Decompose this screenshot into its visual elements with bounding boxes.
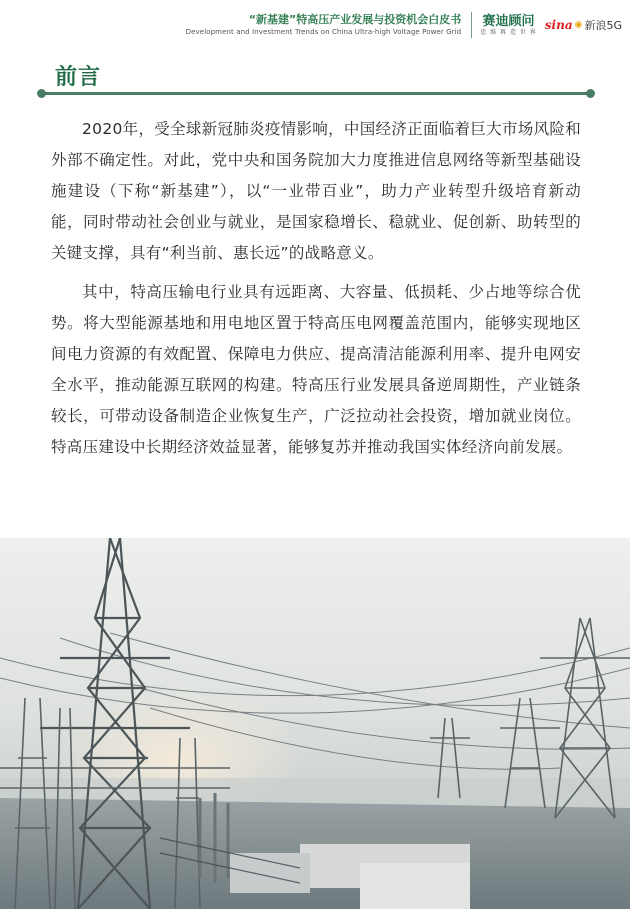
rule-dot-left — [37, 89, 46, 98]
header-divider — [471, 12, 472, 38]
sina-logo — [545, 17, 622, 33]
sina-logo-word: sina — [544, 18, 573, 32]
ccid-logo — [480, 14, 537, 37]
sina-eye-icon: ◉ — [574, 20, 583, 30]
sina-logo-suffix: 新浪5G — [584, 19, 622, 32]
paragraph-2: 其中，特高压输电行业具有远距离、大容量、低损耗、少占地等综合优势。将大型能源基地和用电地区置于特高压电网覆盖范围内，能够实现地区间电力资源的有效配置、保障电力供应、提高清洁能源利用率、提升电网安全水平，推动能源互联网的构建。特高压行业发展具备逆周期性，产业链条较长，可带动设备制造企业恢复生产，广泛拉动社会投资，增加就业岗位。特高压建设中长期经济效益显著，能够复苏并推动我国实体经济向前发展。 — [51, 283, 581, 456]
paragraph-1: 2020年，受全球新冠肺炎疫情影响，中国经济正面临着巨大市场风险和外部不确定性。对此，党中央和国务院加大力度推进信息网络等新型基础设施建设（下称“新基建”），以“一业带百业”，助力产业转型升级培育新动能，同时带动社会创业与就业，是国家稳增长、稳就业、促创新、助转型的关键支撑，具有“利当前、惠长远”的战略意义。 — [51, 120, 581, 262]
body-text — [51, 114, 581, 471]
rule-dot-right — [586, 89, 595, 98]
substation-photo — [0, 538, 630, 909]
header-subtitle: Development and Investment Trends on China Ultra-high Voltage Power Grid — [185, 28, 462, 36]
header-title: “新基建”特高压产业发展与投资机会白皮书 — [248, 13, 462, 26]
ccid-logo-slogan: 思 维 再 造 世 界 — [480, 28, 537, 36]
header-titles — [186, 13, 462, 37]
section-title: 前言 — [55, 65, 102, 90]
page-header — [186, 8, 622, 42]
title-rule — [40, 92, 592, 95]
ccid-logo-text: 赛迪顾问 — [482, 13, 535, 29]
